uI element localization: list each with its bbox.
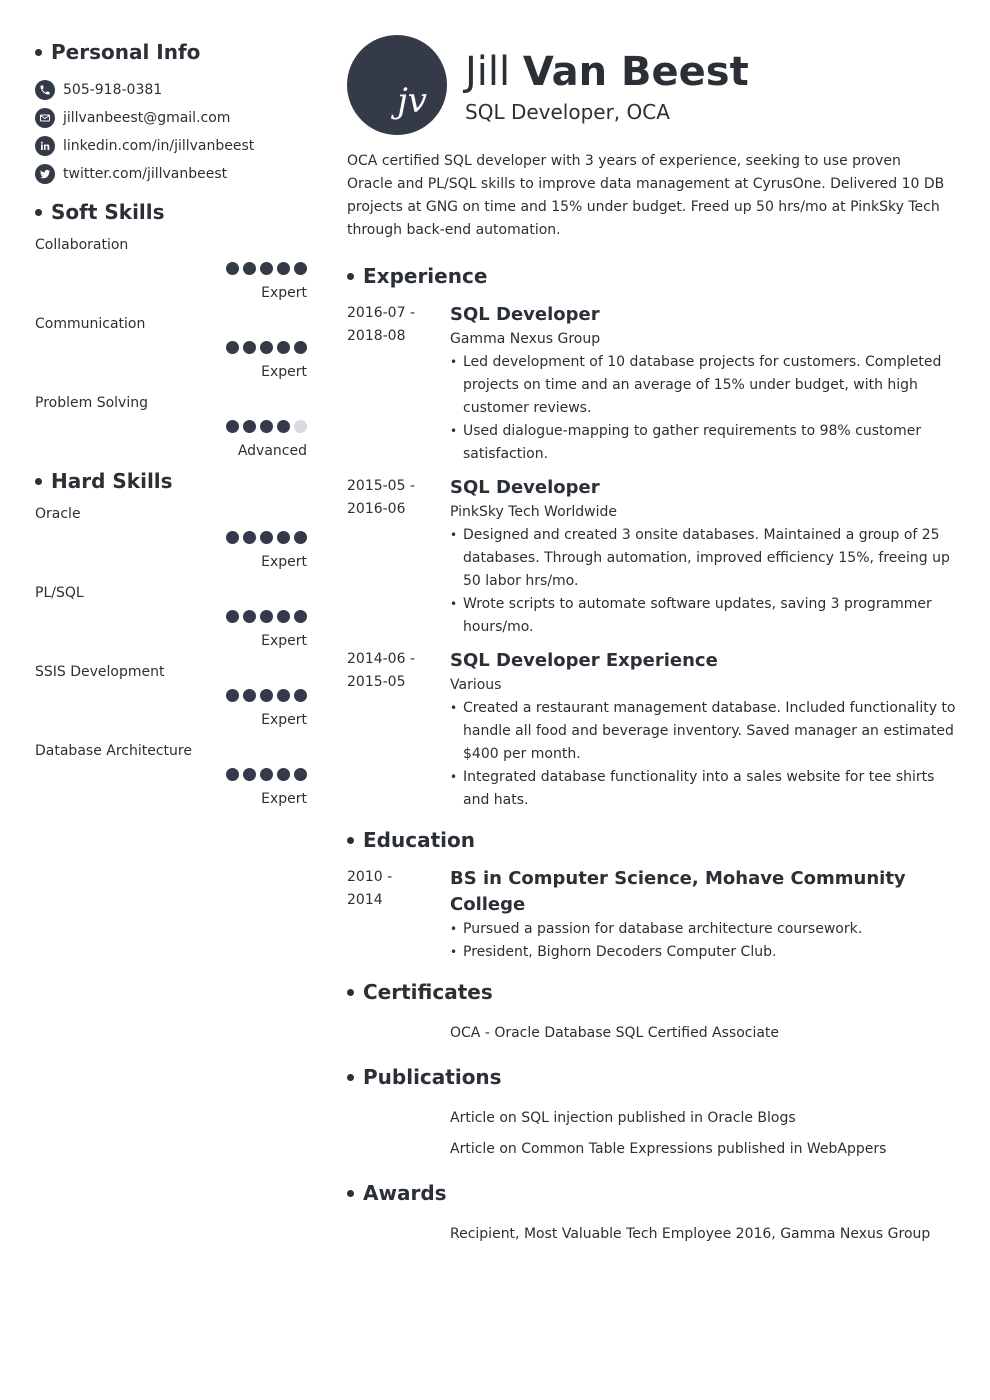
job-title: SQL Developer	[450, 304, 600, 325]
experience-bullet: • Designed and created 3 onsite databases. Maintained a group of 25 databases. Through automation, improved efficiency 15%, freeing up 50 labor hrs/mo.	[450, 524, 957, 593]
degree-title: BS in Computer Science, Mohave Community College	[450, 868, 906, 915]
rating-dot-filled	[260, 420, 273, 433]
phone-icon	[35, 80, 55, 100]
skill-item	[35, 504, 307, 583]
rating-dot-filled	[277, 531, 290, 544]
name-block	[465, 46, 749, 124]
experience-bullets	[450, 524, 957, 639]
rating-dot-filled	[260, 768, 273, 781]
section-bullet	[347, 273, 354, 280]
rating-dot-filled	[243, 341, 256, 354]
rating-dot-filled	[260, 531, 273, 544]
section-bullet	[35, 209, 42, 216]
skill-name: PL/SQL	[35, 585, 84, 601]
contact-list	[35, 76, 307, 188]
avatar-initials: jv	[397, 81, 427, 121]
hard-skills-heading: Hard Skills	[35, 467, 307, 495]
experience-entry	[347, 302, 957, 466]
rating-dot-filled	[226, 420, 239, 433]
publications-heading: Publications	[347, 1063, 957, 1091]
experience-body	[450, 648, 957, 812]
rating-dot-filled	[277, 341, 290, 354]
rating-dot-filled	[226, 689, 239, 702]
summary-paragraph: OCA certified SQL developer with 3 years of experience, seeking to use proven Oracle and PL/SQL skills to improve data management at CyrusOne. Delivered 10 DB projects at GNG on time and 15% under budget. Freed up 50 hrs/mo at PinkSky Tech through back-end automation.	[347, 153, 945, 238]
skill-name: Oracle	[35, 506, 81, 522]
skill-item	[35, 662, 307, 741]
rating-dot-filled	[243, 689, 256, 702]
skill-name: SSIS Development	[35, 664, 165, 680]
full-name	[465, 46, 749, 98]
skill-rating	[226, 768, 307, 781]
rating-dot-filled	[243, 420, 256, 433]
contact-email[interactable]	[35, 104, 307, 132]
certificates-section	[347, 978, 957, 1049]
rating-dot-empty	[294, 420, 307, 433]
publication-item: Article on SQL injection published in Oracle Blogs	[450, 1110, 796, 1126]
experience-date: 2015-05 - 2016-06	[347, 478, 415, 517]
section-bullet	[347, 1074, 354, 1081]
contact-twitter[interactable]	[35, 160, 307, 188]
rating-dot-filled	[226, 341, 239, 354]
skill-rating	[226, 531, 307, 544]
rating-dot-filled	[294, 610, 307, 623]
publications-section	[347, 1063, 957, 1165]
experience-bullets	[450, 351, 957, 466]
phone-text: 505-918-0381	[63, 82, 163, 98]
job-title: SQL Developer Experience	[450, 650, 718, 671]
experience-section	[347, 262, 957, 812]
skill-rating	[226, 341, 307, 354]
awards-heading: Awards	[347, 1179, 957, 1207]
rating-dot-filled	[294, 341, 307, 354]
rating-dot-filled	[260, 610, 273, 623]
skill-name: Database Architecture	[35, 743, 192, 759]
experience-bullet: • Led development of 10 database projects for customers. Completed projects on time and an average of 15% under budget, with high customer reviews.	[450, 351, 957, 420]
skill-item	[35, 393, 307, 472]
rating-dot-filled	[277, 689, 290, 702]
twitter-icon	[35, 164, 55, 184]
right-column	[347, 35, 957, 1250]
company-name: PinkSky Tech Worldwide	[450, 504, 618, 520]
first-name: Jill	[465, 49, 511, 95]
skill-item	[35, 314, 307, 393]
experience-entry	[347, 648, 957, 812]
rating-dot-filled	[277, 768, 290, 781]
skill-name: Collaboration	[35, 237, 129, 253]
contact-phone	[35, 76, 307, 104]
twitter-link[interactable]: twitter.com/jillvanbeest	[63, 166, 228, 182]
education-section	[347, 826, 957, 964]
skill-level: Expert	[261, 791, 307, 807]
education-entry	[347, 866, 957, 964]
education-heading: Education	[347, 826, 957, 854]
section-bullet	[347, 1190, 354, 1197]
experience-bullet: • Integrated database functionality into a sales website for tee shirts and hats.	[450, 766, 957, 812]
rating-dot-filled	[226, 262, 239, 275]
rating-dot-filled	[260, 262, 273, 275]
rating-dot-filled	[294, 262, 307, 275]
experience-bullet: • Created a restaurant management database. Included functionality to handle all food and beverage inventory. Saved manager an estimated $400 per month.	[450, 697, 957, 766]
section-bullet	[35, 478, 42, 485]
skill-level: Expert	[261, 633, 307, 649]
skill-level: Advanced	[237, 443, 307, 459]
section-bullet	[347, 837, 354, 844]
rating-dot-filled	[294, 531, 307, 544]
job-title: SQL Developer, OCA	[465, 100, 670, 124]
experience-date: 2014-06 - 2015-05	[347, 651, 415, 690]
rating-dot-filled	[243, 768, 256, 781]
experience-body	[450, 302, 957, 466]
experience-bullet: • Used dialogue-mapping to gather requirements to 98% customer satisfaction.	[450, 420, 957, 466]
certificates-heading: Certificates	[347, 978, 957, 1006]
email-link[interactable]: jillvanbeest@gmail.com	[63, 110, 231, 126]
education-bullet: • Pursued a passion for database architecture coursework.	[450, 918, 957, 941]
rating-dot-filled	[294, 768, 307, 781]
rating-dot-filled	[226, 768, 239, 781]
education-bullet: • President, Bighorn Decoders Computer Club.	[450, 941, 957, 964]
linkedin-link[interactable]: linkedin.com/in/jillvanbeest	[63, 138, 255, 154]
skill-level: Expert	[261, 364, 307, 380]
experience-entry	[347, 475, 957, 639]
soft-skills-list	[35, 235, 307, 472]
soft-skills-heading: Soft Skills	[35, 198, 307, 226]
skill-rating	[226, 420, 307, 433]
education-bullets	[450, 918, 957, 964]
experience-body	[450, 475, 957, 639]
section-bullet	[35, 49, 42, 56]
company-name: Various	[450, 677, 502, 693]
last-name: Van Beest	[522, 49, 749, 95]
skill-item	[35, 741, 307, 820]
rating-dot-filled	[243, 610, 256, 623]
company-name: Gamma Nexus Group	[450, 331, 601, 347]
education-date: 2010 - 2014	[347, 869, 393, 908]
contact-linkedin[interactable]	[35, 132, 307, 160]
skill-item	[35, 235, 307, 314]
experience-bullet: • Wrote scripts to automate software updates, saving 3 programmer hours/mo.	[450, 593, 957, 639]
rating-dot-filled	[226, 610, 239, 623]
personal-info-heading: Personal Info	[35, 38, 307, 66]
awards-section	[347, 1179, 957, 1250]
linkedin-icon	[35, 136, 55, 156]
experience-heading: Experience	[347, 262, 957, 290]
skill-rating	[226, 610, 307, 623]
hard-skills-list	[35, 504, 307, 820]
rating-dot-filled	[226, 531, 239, 544]
skill-level: Expert	[261, 712, 307, 728]
experience-bullets	[450, 697, 957, 812]
email-icon	[35, 108, 55, 128]
rating-dot-filled	[294, 689, 307, 702]
resume-header	[347, 35, 957, 135]
skill-level: Expert	[261, 285, 307, 301]
rating-dot-filled	[277, 420, 290, 433]
avatar	[347, 35, 447, 135]
publication-item: Article on Common Table Expressions published in WebAppers	[450, 1141, 887, 1157]
rating-dot-filled	[260, 689, 273, 702]
skill-name: Communication	[35, 316, 146, 332]
certificate-item: OCA - Oracle Database SQL Certified Associate	[450, 1025, 780, 1041]
job-title: SQL Developer	[450, 477, 600, 498]
rating-dot-filled	[277, 610, 290, 623]
skill-item	[35, 583, 307, 662]
education-body	[450, 866, 957, 964]
skill-rating	[226, 689, 307, 702]
rating-dot-filled	[243, 262, 256, 275]
skill-name: Problem Solving	[35, 395, 148, 411]
experience-list	[347, 302, 957, 812]
skill-rating	[226, 262, 307, 275]
rating-dot-filled	[243, 531, 256, 544]
skill-level: Expert	[261, 554, 307, 570]
rating-dot-filled	[277, 262, 290, 275]
left-column	[35, 38, 307, 820]
award-item: Recipient, Most Valuable Tech Employee 2016, Gamma Nexus Group	[450, 1226, 931, 1242]
experience-date: 2016-07 - 2018-08	[347, 305, 415, 344]
section-bullet	[347, 989, 354, 996]
rating-dot-filled	[260, 341, 273, 354]
